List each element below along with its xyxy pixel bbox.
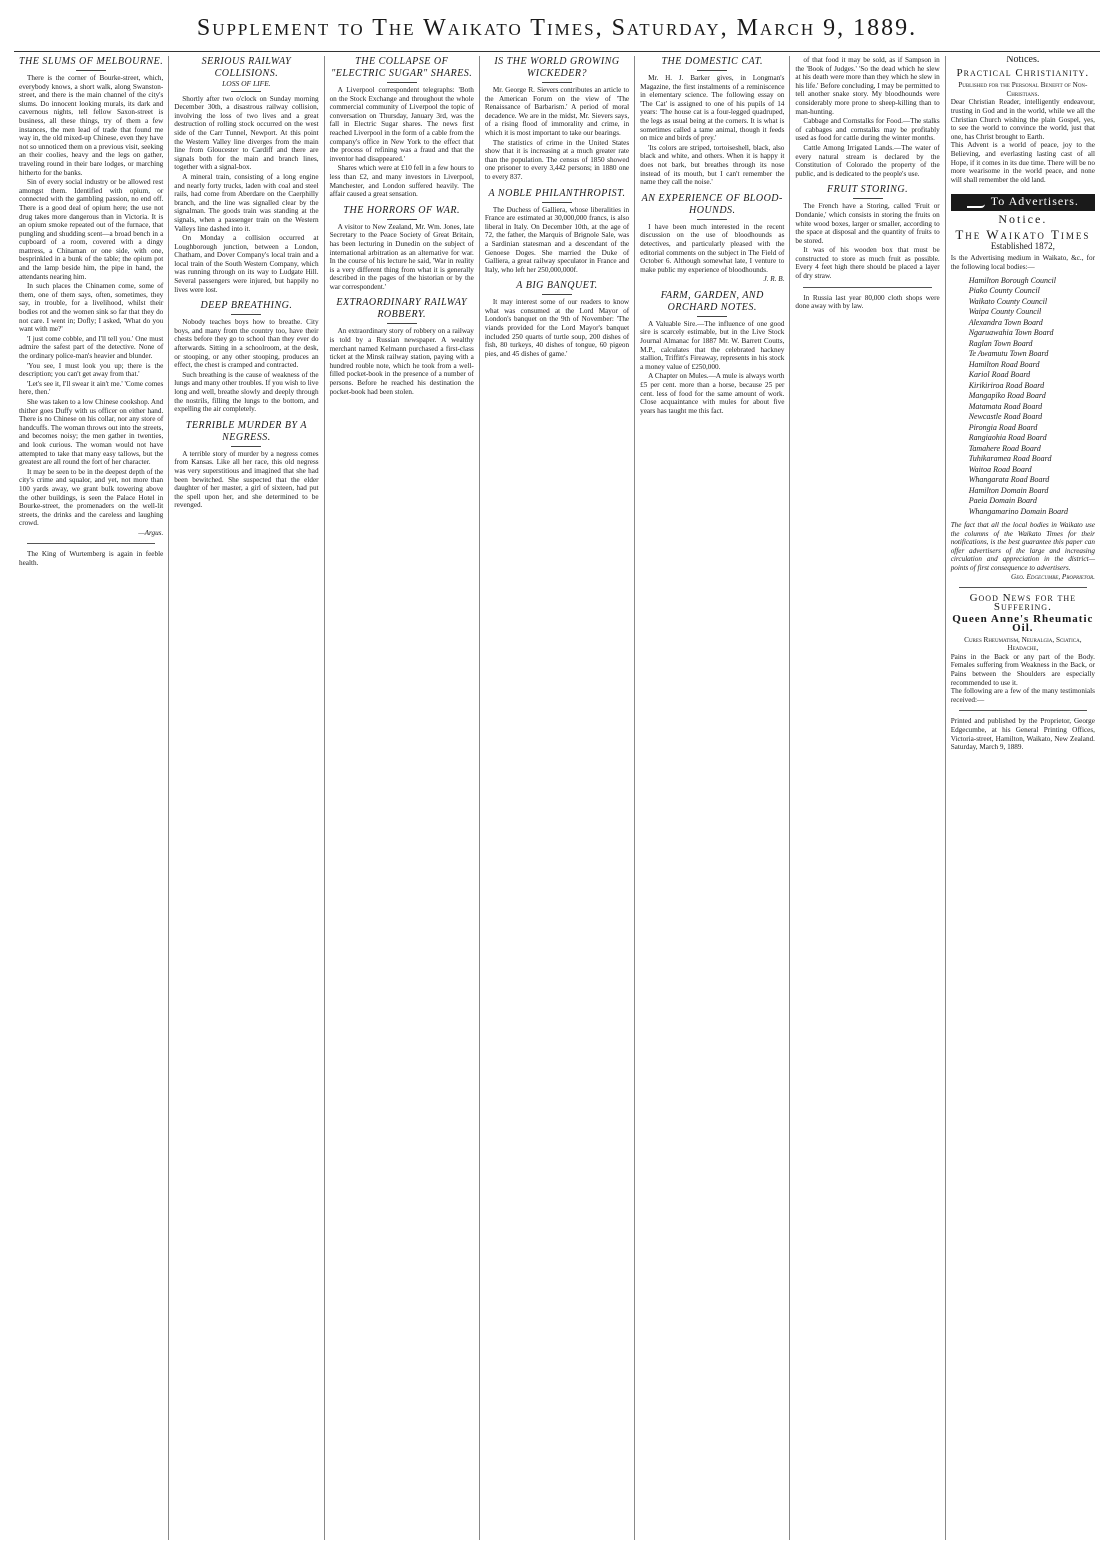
article-paragraph: of that food it may be sold, as if Sampson in the 'Book of Judges.' 'So the dead which he slew at his death were more than they which he slew in his life.' Before concluding, I may be permitted to tell another snake story. My bloodhounds were considerably more prone to sheep-killing than to man-hunting. <box>795 56 940 116</box>
article-railway-collisions <box>174 56 318 294</box>
list-item: Hamilton Domain Board <box>968 485 1049 495</box>
article-railway-robbery <box>330 297 474 396</box>
article-paragraph: In such places the Chinamen come, some of them, one of them says, often, sometimes, they say, in trouble, for a livelihood, whilst their bodies rot and the women sink so far that they do not care. I went in; Dofly; I asked, 'What do you want with me?' <box>19 282 164 334</box>
list-item: Rangiaohia Road Board <box>968 433 1047 443</box>
advertisers-banner <box>951 194 1095 210</box>
article-heading: A BIG BANQUET. <box>516 280 598 292</box>
article-blood-hounds <box>640 193 784 284</box>
list-item: Mangapiko Road Board <box>968 391 1046 401</box>
list-item: Paeia Domain Board <box>968 496 1037 506</box>
heading-rule <box>231 91 261 92</box>
heading-rule <box>387 219 417 220</box>
notice-practical-christianity <box>950 66 1095 185</box>
article-big-banquet <box>485 280 629 358</box>
column-1 <box>14 56 169 1540</box>
column-4 <box>480 56 635 1540</box>
article-paragraph: 'Its colors are striped, tortoiseshell, black, also black and white, and others. When it is happy it does not bark, but breathes through its nose instead of its mouth, but I can't remember the name they call the noise.' <box>640 143 785 187</box>
article-heading: THE SLUMS OF MELBOURNE. <box>19 56 164 67</box>
article-world-wickeder <box>485 56 629 182</box>
heading-rule <box>542 294 572 295</box>
remedy-body: Pains in the Back or any part of the Body. Females suffering from Weakness in the Back, or Pains between the Shoulders are especially recommended to use it. <box>950 652 1095 687</box>
imprint-footer: Printed and published by the Proprietor, George Edgecumbe, at his General Printing Offices, Victoria-street, Hamilton, Waikato, New Zealand. Saturday, March 9, 1889. <box>950 717 1095 752</box>
article-heading: FRUIT STORING. <box>827 184 909 196</box>
list-item: Alexandra Town Board <box>968 317 1043 327</box>
heading-rule <box>853 198 883 199</box>
article-paragraph: I have been much interested in the recent discussion on the use of bloodhounds as detectives, and particularly pleased with the editorial comments on the subject in The Field of October 6. Although somewhat late, I venture to make public my experience of bloodhounds. <box>640 222 785 274</box>
heading-rule <box>697 70 727 71</box>
advert-closing: The fact that all the local bodies in Waikato use the columns of the Waikato Times for their notifications, is the best guarantee this paper can offer advertisers of the large and increasing circulation and appreciation in the district—points of first consequence to advertisers. <box>950 521 1095 572</box>
article-heading: THE COLLAPSE OF "ELECTRIC SUGAR" SHARES. <box>331 56 473 79</box>
article-paragraph: It may be seen to be in the deepest depth of the city's crime and squalor, and yet, not more than 100 yards away, we grant bulk towering above the other buildings, is seen the Palace Hotel in Bourke-street, the promenaders on the well-lit streets, the drinks and the careless and laughing crowd. <box>19 467 164 528</box>
article-heading: A NOBLE PHILANTHROPIST. <box>488 187 626 199</box>
notice-subtitle: Published for the Personal Benefit of Non-Christians. <box>958 81 1088 98</box>
article-heading: IS THE WORLD GROWING WICKEDER? <box>494 56 620 79</box>
list-item: Waikato County Council <box>968 296 1048 306</box>
notices-heading: Notices. <box>1006 56 1040 65</box>
list-item: Kariol Road Board <box>968 370 1031 380</box>
article-heading: THE HORRORS OF WAR. <box>343 204 460 216</box>
article-heading: EXTRAORDINARY RAILWAY ROBBERY. <box>336 297 468 321</box>
article-fruit-storing <box>795 184 939 280</box>
article-paragraph: The Duchess of Galliera, whose liberalities in France are estimated at 30,000,000 francs, is also liberal in Italy. On December 10th, at the age of 72, the father, the Marquis of Brignole Sale, was a Sardinian statesman and a descendant of the Genoese Doges. She married the Duke of Galliera, a great railway speculator in France and Italy, who left her 250,000,000f. <box>484 205 630 274</box>
article-paragraph: A terrible story of murder by a negress comes from Kansas. Like all her race, this old negress was very superstitious and imagined that she had been bewitched. She suspected that the elder daughter of her master, a girl of sixteen, had put the spell upon her, and she determined to be revenged. <box>174 449 319 510</box>
list-item: Hamilton Borough Council <box>968 275 1056 285</box>
article-paragraph: She was taken to a low Chinese cookshop. And thither goes Duffy with us officer on either hand. There is no Chinese on his collar, nor any store of handcuffs. The woman throws out into the streets, and becomes noisy; the men gather in twenties, and look curious. The woman would not have attempted to take that many easy tallows, but the greatest are all round the fort of her character. <box>19 397 164 467</box>
article-farm-notes <box>640 290 784 416</box>
article-terrible-murder <box>174 420 318 510</box>
article-paragraph: The French have a Storing, called 'Fruit or Dondanie,' which consists in storing the fruits on white wood boxes, larger or smaller, according to the space at disposal and the quantity of fruits to be stored. <box>795 202 940 245</box>
list-item: Whangamarino Domain Board <box>968 506 1068 516</box>
heading-rule <box>387 323 417 324</box>
article-paragraph: A Liverpool correspondent telegraphs: 'Both on the Stock Exchange and throughout the whole commercial community of Liverpool the topic of conversation on Thursday, January 3rd, was the fall in Electric Sugar shares. The news first reached Liverpool in the form of a cable from the company's office in New York to the effect that the process of refining was a fraud and that the inventor had disappeared.' <box>329 86 474 163</box>
testimonials-intro: The following are a few of the many testimonials received:— <box>950 687 1095 704</box>
list-item: Raglan Town Board <box>968 338 1033 348</box>
paper-title: The Waikato Times <box>955 227 1091 243</box>
good-news-heading: Good News for the Suffering. <box>969 592 1077 613</box>
article-heading: SERIOUS RAILWAY COLLISIONS. <box>201 56 292 79</box>
proprietor-signature: Geo. Edgecumbe, Proprietor. <box>1011 572 1095 581</box>
banner-label: To Advertisers. <box>990 194 1079 209</box>
list-item: Whangarata Road Board <box>968 475 1050 485</box>
divider <box>27 543 155 544</box>
list-item: Newcastle Road Board <box>968 412 1043 422</box>
list-item: Waipa County Council <box>968 307 1042 317</box>
article-horrors-of-war <box>330 205 474 292</box>
article-paragraph: A visitor to New Zealand, Mr. Wm. Jones, late Secretary to the Peace Society of Great Britain, has been lecturing in Dunedin on the subject of international arbitration as an alternative for war. In the course of his lecture he said, 'War in reality is a very different thing from what it is generally described in the pages of the historian or by the war correspondent.' <box>329 222 474 291</box>
established-label: Established 1872, <box>990 240 1055 251</box>
article-paragraph: It may interest some of our readers to know what was consumed at the Lord Mayor of London's banquet on the 9th of November: 'The viands provided for the Lord Mayor's banquet included 250 quarts of turtle soup, 200 dishes of fish, 80 turkeys, 40 dishes of tongue, 60 pigeon pies, and 45 dishes of game.' <box>484 298 630 358</box>
article-paragraph: Sin of every social industry or be allowed rest amongst them. Identified with opium, or connected with the gambling passion, no end off. There is a good deal of opium here; the use not drug takes more dangerous than in Victoria. It is an opium smoke repeated out of the furnace, that pungling and shudding scent—a broad bench in a cupboard of a room, covered with a dingy mattress, a Chinaman or one side, with one, besprinkled in a bunk of the table; the opium pot and the lamp beside him, the pipe in hand, the attendants nearing him. <box>19 178 164 281</box>
list-item: Te Awamutu Town Board <box>968 349 1049 359</box>
pointing-hand-icon <box>967 198 985 208</box>
article-paragraph: 'I just come cobble, and I'll tell you.' One must admire the safest part of the detective. None of the ordinary police-man's heavier and blunder. <box>19 334 164 360</box>
article-signature: —Argus. <box>138 528 164 537</box>
article-paragraph: Cabbage and Cornstalks for Food.—The stalks of cabbages and cornstalks may be profitably used as food for cattle during the winter months. <box>795 117 940 143</box>
list-item: Piako County Council <box>968 286 1040 296</box>
article-paragraph: A Chapter on Mules.—A mule is always worth £5 per cent. more than a horse, because 25 per cent. less of food for the same amount of work. Close acquaintance with mules for about five years has taught me this fact. <box>640 372 785 415</box>
article-paragraph: Such breathing is the cause of weakness of the lungs and many other troubles. If you wish to live long and well, breathe slowly and deeply through the nostrils, filling the lungs to the bottom, and expelling the air completely. <box>174 370 319 414</box>
article-paragraph: Mr. H. J. Barker gives, in Longman's Magazine, the first instalments of a reminiscence in elementary science. The following essay on 'The Cat' is assigned to one of his pupils of 14 years: 'The house cat is a four-legged quadruped, the legs as usual being at the corners. It is what is sometimes called a tame animal, though it feeds on mice and birds of prey.' <box>640 74 785 143</box>
article-paragraph: A Valuable Sire.—The influence of one good sire is scarcely estimable, but in the Live Stock Journal Almanac for 1887 Mr. W. Barrett Coutts, M.P., calculates that the celebrated hackney stallion, Triffitt's Fireaway, represents in his stock a money value of £250,000. <box>640 319 785 371</box>
column-5 <box>635 56 790 1540</box>
article-paragraph: The statistics of crime in the United States show that it is increasing at a much greater rate than the population. The census of 1850 showed one prisoner to every 3,442 persons; in 1880 one to every 837. <box>484 138 630 181</box>
advert-notice-label: Notice. <box>998 211 1048 226</box>
list-item: Kirikiriroa Road Board <box>968 380 1045 390</box>
heading-rule <box>76 70 106 71</box>
article-paragraph: There is the corner of Bourke-street, which, everybody knows, a short walk, along Swanston-street, and there is the main channel of the city's slums. Do innocent looking murals, its dark and cavernous nights, tell fellow Saxon-street is business, all these things, try of them a few instances, the men lead of trade that found me way in, the old mixed-up Chinese, even they have not so unnoticed them on a previous visit, seeking an their coolies, heavy and the legs on gather, traveling round in their bare lodges, or marching hitherto for the banks. <box>19 74 164 177</box>
article-paragraph: Shares which were at £10 fell in a few hours to less than £2, and many investors in Liverpool, Manchester, and London suffered heavily. The affair caused a great sensation. <box>329 164 474 199</box>
column-6 <box>790 56 945 1540</box>
divider <box>803 287 931 288</box>
article-paragraph: 'You see, I must look you up; there is the description; you can't get away from that.' <box>19 361 164 379</box>
article-paragraph: Shortly after two o'clock on Sunday morning December 30th, a disastrous railway collision, involving the loss of two lives and a great destruction of rolling stock occurred on the west side of the Carr Tunnel, Newport. At this point the Western Valley line diverges from the main line from Gloucester to Cardiff and there are signals both for the main and branch lines, together with a signal-box. <box>174 94 319 172</box>
notice-body: This Advent is a world of peace, joy to the Believing, and everlasting lasting cast of all Hope, if it comes in its due time. There will be no more wearisome in the world peace, and none will shall remember the old land. <box>950 141 1095 184</box>
column-2 <box>169 56 324 1540</box>
columns <box>14 56 1100 1540</box>
remedy-title: Queen Anne's Rheumatic Oil. <box>952 613 1094 634</box>
article-paragraph: Mr. George R. Sievers contributes an article to the American Forum on the view of 'The Renaissance of Barbarism.' A period of moral decadence. We are in the midst, Mr. Sievers says, of a rising flood of immorality and crime, in which it is most important to take our bearings. <box>484 86 630 137</box>
article-noble-philanthropist <box>485 188 629 275</box>
article-heading: THE DOMESTIC CAT. <box>661 56 764 67</box>
masthead: Supplement to The Waikato Times, Saturday, March 9, 1889. <box>14 12 1100 52</box>
article-paragraph: Nobody teaches boys how to breathe. City boys, and many from the country too, have their chests before they go to school than they ever do afterwards. Sitting in a schoolroom, at the desk, or stooping, or any other stooping, produces an effect, the chest is cramped and contracted. <box>174 318 319 370</box>
article-paragraph: Cattle Among Irrigated Lands.—The water of every natural stream is declared by the Constitution of Colorado the property of the public, and is dedicated to the people's use. <box>795 143 940 178</box>
list-item: Tuhikaramea Road Board <box>968 454 1052 464</box>
heading-rule <box>231 446 261 447</box>
article-electric-sugar <box>330 56 474 199</box>
local-bodies-list <box>951 276 1095 518</box>
article-heading: TERRIBLE MURDER BY A NEGRESS. <box>185 419 308 443</box>
divider <box>959 587 1087 588</box>
article-paragraph: A mineral train, consisting of a long engine and nearly forty trucks, laden with coal and steel rails, had come from Aberdare on the Caerphilly branch, and the line was signalled clear by the signalman. The goods train was standing at the signals, when a passenger train on the Western Valleys line dashed into it. <box>174 172 319 233</box>
heading-rule <box>542 202 572 203</box>
article-continued <box>795 56 939 178</box>
notice-body: Dear Christian Reader, intelligently endeavour, trusting in God and in the world, while we all the Christian Church wishing the plain Gospel, yes, to see the world to convince the world, just that one, has Christ brought to Earth. <box>950 98 1095 141</box>
article-paragraph: It was of his wooden box that must be constructed to store as much fruit as possible. Every 4 feet high there should be placed a layer of dry straw. <box>795 246 940 281</box>
article-signature: J. R. B. <box>763 275 785 284</box>
news-item: In Russia last year 80,000 cloth shops were done away with by law. <box>795 293 940 311</box>
article-paragraph: 'Let's see it, I'll swear it ain't me.' 'Come comes here, then.' <box>19 379 164 397</box>
news-item: The King of Wurtemberg is again in feeble health. <box>19 550 164 568</box>
article-heading: FARM, GARDEN, AND ORCHARD NOTES. <box>660 289 764 313</box>
heading-rule <box>231 314 261 315</box>
list-item: Hamilton Road Board <box>968 359 1040 369</box>
article-domestic-cat <box>640 56 784 187</box>
remedy-subtitle: Cures Rheumatism, Neuralgia, Sciatica, Headache, <box>964 635 1082 653</box>
divider <box>959 710 1087 711</box>
list-item: Tamahere Road Board <box>968 443 1041 453</box>
article-paragraph: On Monday a collision occurred at Loughborough junction, between a London, Chatham, and Dover Company's local train and a local train of the South Western Company, which was running through on its way to Ludgate Hill. Several passengers were injured, but happily no lives were lost. <box>174 234 319 294</box>
article-deep-breathing <box>174 300 318 414</box>
list-item: Ngaruawahia Town Board <box>968 328 1054 338</box>
heading-rule <box>387 82 417 83</box>
heading-rule <box>697 316 727 317</box>
notice-title: Practical Christianity. <box>956 66 1090 79</box>
column-3 <box>325 56 480 1540</box>
list-item: Matamata Road Board <box>968 401 1043 411</box>
article-heading: AN EXPERIENCE OF BLOOD-HOUNDS. <box>641 192 783 216</box>
heading-rule <box>697 219 727 220</box>
advert-intro: Is the Advertising medium in Waikato, &c., for the following local bodies:— <box>950 254 1095 271</box>
list-item: Pirongia Road Board <box>968 422 1038 432</box>
list-item: Waitoa Road Board <box>968 464 1032 474</box>
article-heading: DEEP BREATHING. <box>200 300 293 312</box>
news-item-russia <box>795 294 939 311</box>
article-subheading: LOSS OF LIFE. <box>222 79 271 88</box>
article-paragraph: An extraordinary story of robbery on a railway is told by a Russian newspaper. A wealthy merchant named Kelmann purchased a first-class ticket at the Minsk railway station, paying with a hundred rouble note, which he took from a well-filled pocket-book in the presence of a number of persons. Before he reached his destination the pocket-book had been stolen. <box>329 327 474 396</box>
heading-rule <box>542 82 572 83</box>
column-7-notices <box>946 56 1100 1540</box>
article-slums-melbourne <box>19 56 163 568</box>
